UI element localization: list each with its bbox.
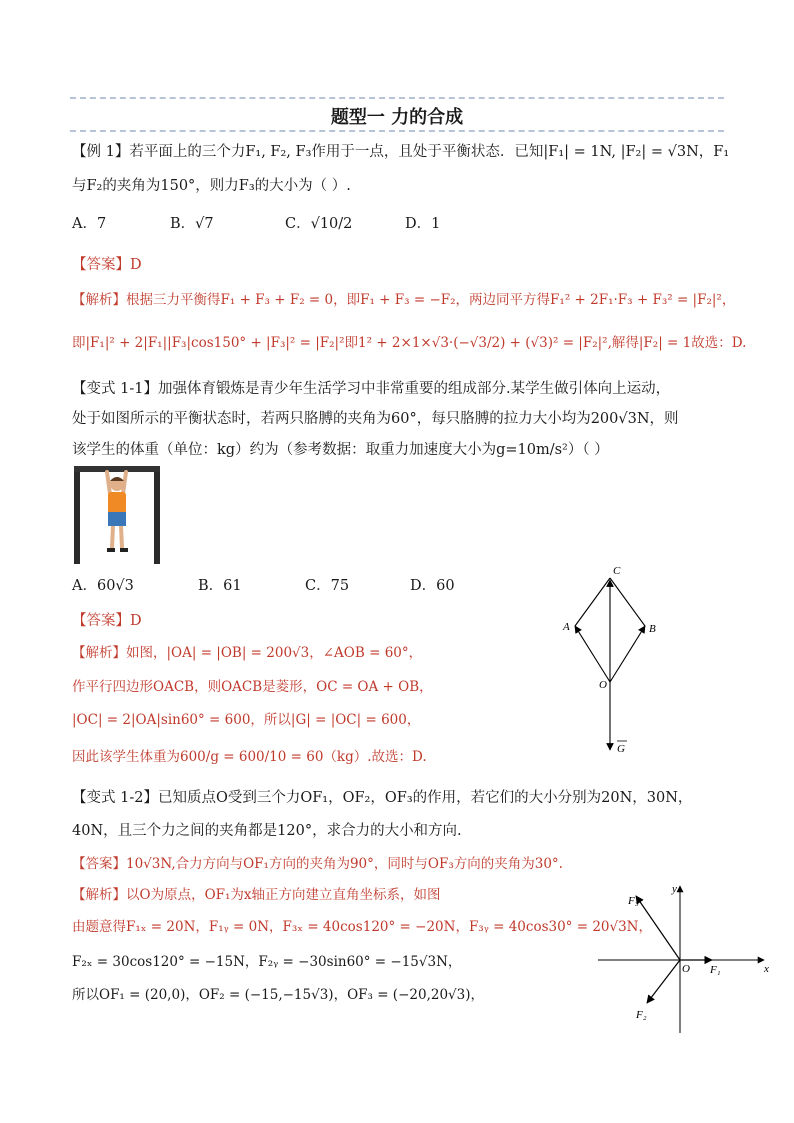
ex1-option-a: A．7: [72, 216, 107, 232]
label-f2: F₂: [636, 1009, 647, 1021]
header-dashed-line-bottom: [70, 130, 724, 132]
ex1-option-d: D．1: [405, 216, 441, 232]
label-a: A: [563, 621, 570, 633]
var12-analysis-line4: 所以OF₁ = (20,0)，OF₂ = (−15,−15√3)，OF₃ = (−20,20√3)，: [72, 987, 484, 1003]
var11-option-b: B．61: [198, 578, 242, 594]
ex1-analysis-line1: 【解析】根据三力平衡得F₁ + F₃ + F₂ = 0，即F₁ + F₃ = −F₂，两边同平方得F₁² + 2F₁·F₃ + F₃² = |F₂|²，: [72, 292, 736, 308]
var12-question-line2: 40N，且三个力之间的夹角都是120°，求合力的大小和方向.: [72, 823, 462, 839]
axis-label-y: y: [672, 883, 677, 895]
origin-label: O: [682, 963, 690, 975]
var12-question-line1: 【变式 1-2】已知质点O受到三个力OF₁，OF₂，OF₃的作用，若它们的大小分别为20N，30N，: [72, 790, 693, 806]
ex1-answer: 【答案】D: [72, 257, 142, 273]
var11-question-line1: 【变式 1-1】加强体育锻炼是青少年生活学习中非常重要的组成部分.某学生做引体向上运动，: [72, 381, 671, 397]
var11-option-a: A．60√3: [72, 578, 134, 594]
ex1-option-b: B．√7: [170, 216, 214, 232]
var11-option-d: D．60: [410, 578, 455, 594]
var11-analysis-line1: 【解析】如图，|OA| = |OB| = 200√3，∠AOB = 60°，: [72, 645, 423, 661]
var12-answer: 【答案】10√3N,合力方向与OF₁方向的夹角为90°，同时与OF₃方向的夹角为30°.: [72, 856, 563, 872]
label-f1: F₁: [710, 964, 721, 976]
pullup-figure: [74, 466, 164, 566]
var11-analysis-line2: 作平行四边形OACB，则OACB是菱形，OC = OA + OB，: [72, 679, 433, 695]
label-c: C: [613, 565, 621, 577]
force-rhombus-diagram: [555, 560, 665, 760]
var12-analysis-line3: F₂ₓ = 30cos120° = −15N，F₂ᵧ = −30sin60° = −15√3N，: [72, 954, 462, 970]
coordinate-force-diagram: [592, 878, 782, 1038]
var11-option-c: C．75: [305, 578, 350, 594]
label-g: G: [617, 743, 625, 755]
label-o: O: [599, 679, 607, 691]
page-title: 题型一 力的合成: [330, 107, 464, 128]
header-dashed-line-top: [70, 97, 724, 99]
ex1-option-c: C．√10/2: [285, 216, 353, 232]
label-b: B: [649, 623, 656, 635]
label-f3: F₃: [628, 895, 639, 907]
var11-analysis-line4: 因此该学生体重为600/g = 600/10 = 60（kg）.故选：D.: [72, 749, 427, 765]
var12-analysis-line2: 由题意得F₁ₓ = 20N，F₁ᵧ = 0N，F₃ₓ = 40cos120° = −20N，F₃ᵧ = 40cos30° = 20√3N，: [72, 919, 652, 935]
var11-question-line3: 该学生的体重（单位：kg）约为（参考数据：取重力加速度大小为g=10m/s²）（ ）: [72, 442, 609, 458]
var11-analysis-line3: |OC| = 2|OA|sin60° = 600，所以|G| = |OC| = 600，: [72, 712, 421, 728]
ex1-question-line1: 【例 1】若平面上的三个力F₁, F₂, F₃作用于一点，且处于平衡状态．已知|F₁| = 1N, |F₂| = √3N，F₁: [72, 144, 730, 160]
axis-label-x: x: [764, 963, 769, 975]
ex1-analysis-line2: 即|F₁|² + 2|F₁||F₃|cos150° + |F₃|² = |F₂|²即1² + 2×1×√3·(−√3/2) + (√3)² = |F₂|²,解得|F₂| = 1故选：D.: [72, 335, 747, 351]
ex1-question-line2: 与F₂的夹角为150°，则力F₃的大小为（ ）.: [72, 178, 351, 194]
var12-analysis-line1: 【解析】以O为原点，OF₁为x轴正方向建立直角坐标系，如图: [72, 887, 441, 903]
var11-answer: 【答案】D: [72, 613, 142, 629]
var11-question-line2: 处于如图所示的平衡状态时，若两只胳膊的夹角为60°，每只胳膊的拉力大小均为200√3N，则: [72, 411, 679, 427]
